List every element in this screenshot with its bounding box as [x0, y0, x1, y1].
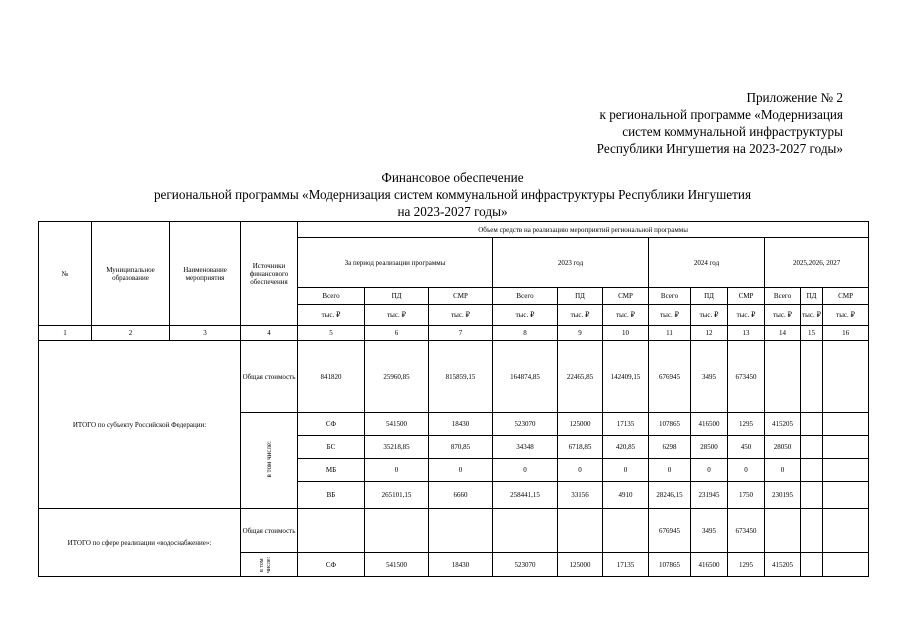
table-cell: 6660 [429, 482, 493, 509]
source-cell: СФ [298, 413, 365, 436]
unit-header: тыс. ₽ [823, 305, 869, 326]
table-cell: 541500 [365, 413, 429, 436]
sub-header: Всего [493, 288, 558, 305]
total-cost-label: Общая стоимость [241, 509, 298, 553]
unit-header: тыс. ₽ [801, 305, 823, 326]
annex-line-4: Республики Ингушетия на 2023-2027 годы» [596, 141, 843, 156]
table-cell: 28050 [765, 436, 801, 459]
table-cell [823, 482, 869, 509]
table-cell: 258441,15 [493, 482, 558, 509]
table-cell [298, 509, 365, 553]
source-cell: БС [298, 436, 365, 459]
table-cell [493, 509, 558, 553]
table-cell: 6298 [649, 436, 691, 459]
source-cell: МБ [298, 459, 365, 482]
col-number: 8 [493, 326, 558, 341]
table-cell: 0 [765, 459, 801, 482]
table-cell: 22465,85 [558, 341, 603, 413]
table-cell: 28246,15 [649, 482, 691, 509]
table-cell: 107865 [649, 553, 691, 577]
table-cell [801, 436, 823, 459]
table-cell: 0 [691, 459, 728, 482]
table-cell [801, 413, 823, 436]
table-cell: 28500 [691, 436, 728, 459]
col-header-period-total: За период реализации программы [298, 238, 493, 288]
table-cell: 416500 [691, 553, 728, 577]
table-cell [765, 341, 801, 413]
table-cell [801, 341, 823, 413]
unit-header: тыс. ₽ [691, 305, 728, 326]
including-label-cell [241, 413, 298, 509]
col-number: 13 [728, 326, 765, 341]
col-number: 16 [823, 326, 869, 341]
table-cell: 142409,15 [603, 341, 649, 413]
sub-header: ПД [801, 288, 823, 305]
sub-header: ПД [365, 288, 429, 305]
title-line-1: Финансовое обеспечение [381, 170, 524, 185]
including-label: в том числе: [265, 441, 273, 478]
table-cell: 1295 [728, 413, 765, 436]
source-cell: СФ [298, 553, 365, 577]
table-cell: 18430 [429, 413, 493, 436]
table-cell: 6718,85 [558, 436, 603, 459]
sub-header: ПД [691, 288, 728, 305]
col-header-2024: 2024 год [649, 238, 765, 288]
table-row [39, 509, 869, 553]
section-label: ИТОГО по субъекту Российской Федерации: [39, 341, 241, 509]
table-cell: 18430 [429, 553, 493, 577]
table-cell: 673450 [728, 341, 765, 413]
unit-header: тыс. ₽ [728, 305, 765, 326]
table-cell [823, 459, 869, 482]
table-cell: 33156 [558, 482, 603, 509]
table-cell: 541500 [365, 553, 429, 577]
table-cell: 25960,85 [365, 341, 429, 413]
unit-header: тыс. ₽ [649, 305, 691, 326]
table-cell [801, 482, 823, 509]
table-cell: 0 [558, 459, 603, 482]
document-title [0, 169, 905, 220]
table-cell: 1295 [728, 553, 765, 577]
table-cell: 4910 [603, 482, 649, 509]
title-line-2: региональной программы «Модернизация систем коммунальной инфраструктуры Республики Ингушетия [153, 187, 752, 202]
source-cell-with-including [241, 553, 298, 577]
annex-line-3: систем коммунальной инфраструктуры [622, 124, 843, 139]
table-cell: 125000 [558, 553, 603, 577]
unit-header: тыс. ₽ [603, 305, 649, 326]
table-cell: 107865 [649, 413, 691, 436]
table-cell: 523070 [493, 553, 558, 577]
col-number: 10 [603, 326, 649, 341]
table-cell [823, 553, 869, 577]
table-cell [558, 509, 603, 553]
unit-header: тыс. ₽ [298, 305, 365, 326]
table-cell [823, 436, 869, 459]
table-cell: 870,85 [429, 436, 493, 459]
col-number: 4 [241, 326, 298, 341]
table-cell: 0 [649, 459, 691, 482]
col-header-municipality: Муниципальное образование [92, 222, 170, 326]
table-cell: 17135 [603, 553, 649, 577]
table-cell: 265101,15 [365, 482, 429, 509]
sub-header: ПД [558, 288, 603, 305]
col-number: 9 [558, 326, 603, 341]
col-number: 1 [39, 326, 92, 341]
table-cell [365, 509, 429, 553]
table-cell [823, 413, 869, 436]
table-cell [801, 509, 823, 553]
including-label: в том числе: [259, 556, 272, 574]
sub-header: Всего [649, 288, 691, 305]
table-cell: 676945 [649, 341, 691, 413]
unit-header: тыс. ₽ [429, 305, 493, 326]
table-cell [801, 553, 823, 577]
table-cell [823, 509, 869, 553]
table-cell: 415205 [765, 553, 801, 577]
table-cell: 420,85 [603, 436, 649, 459]
col-number: 5 [298, 326, 365, 341]
col-header-volume: Объем средств на реализацию мероприятий региональной программы [298, 222, 869, 238]
table-cell: 17135 [603, 413, 649, 436]
table-cell: 416500 [691, 413, 728, 436]
table-cell: 164874,85 [493, 341, 558, 413]
col-number: 12 [691, 326, 728, 341]
total-cost-label: Общая стоимость [241, 341, 298, 413]
unit-header: тыс. ₽ [558, 305, 603, 326]
sub-header: СМР [823, 288, 869, 305]
table-cell: 35218,85 [365, 436, 429, 459]
title-line-3: на 2023-2027 годы» [397, 204, 508, 219]
col-number: 11 [649, 326, 691, 341]
unit-header: тыс. ₽ [493, 305, 558, 326]
unit-header: тыс. ₽ [365, 305, 429, 326]
table-cell: 3495 [691, 509, 728, 553]
table-cell: 0 [429, 459, 493, 482]
table-cell: 673450 [728, 509, 765, 553]
col-header-event: Наименование мероприятия [170, 222, 241, 326]
table-cell: 3495 [691, 341, 728, 413]
col-header-2025-2027: 2025,2026, 2027 [765, 238, 869, 288]
annex-line-1: Приложение № 2 [746, 90, 843, 105]
table-cell: 0 [493, 459, 558, 482]
annex-header [597, 89, 843, 157]
unit-header: тыс. ₽ [765, 305, 801, 326]
table-cell: 841820 [298, 341, 365, 413]
annex-line-2: к региональной программе «Модернизация [599, 107, 843, 122]
table-cell: 450 [728, 436, 765, 459]
table-cell [801, 459, 823, 482]
table-cell [429, 509, 493, 553]
col-number: 14 [765, 326, 801, 341]
sub-header: СМР [728, 288, 765, 305]
col-header-sources: Источники финансового обеспечения [241, 222, 298, 326]
source-cell: ВБ [298, 482, 365, 509]
table-row [39, 341, 869, 413]
sub-header: СМР [429, 288, 493, 305]
sub-header: Всего [298, 288, 365, 305]
table-cell: 34348 [493, 436, 558, 459]
col-number: 2 [92, 326, 170, 341]
col-header-2023: 2023 год [493, 238, 649, 288]
table-cell: 231945 [691, 482, 728, 509]
table-cell: 815859,15 [429, 341, 493, 413]
table-cell [765, 509, 801, 553]
col-header-no: № [39, 222, 92, 326]
financing-table [38, 221, 869, 577]
table-cell: 1750 [728, 482, 765, 509]
table-cell: 523070 [493, 413, 558, 436]
table-cell [823, 341, 869, 413]
sub-header: Всего [765, 288, 801, 305]
table-cell: 0 [603, 459, 649, 482]
table-cell: 0 [728, 459, 765, 482]
section-label: ИТОГО по сфере реализации «водоснабжение»: [39, 509, 241, 577]
table-cell: 230195 [765, 482, 801, 509]
col-number: 7 [429, 326, 493, 341]
col-number: 15 [801, 326, 823, 341]
table-cell [603, 509, 649, 553]
table-cell: 0 [365, 459, 429, 482]
table-cell: 676945 [649, 509, 691, 553]
table-cell: 415205 [765, 413, 801, 436]
sub-header: СМР [603, 288, 649, 305]
table-cell: 125000 [558, 413, 603, 436]
col-number: 3 [170, 326, 241, 341]
col-number: 6 [365, 326, 429, 341]
